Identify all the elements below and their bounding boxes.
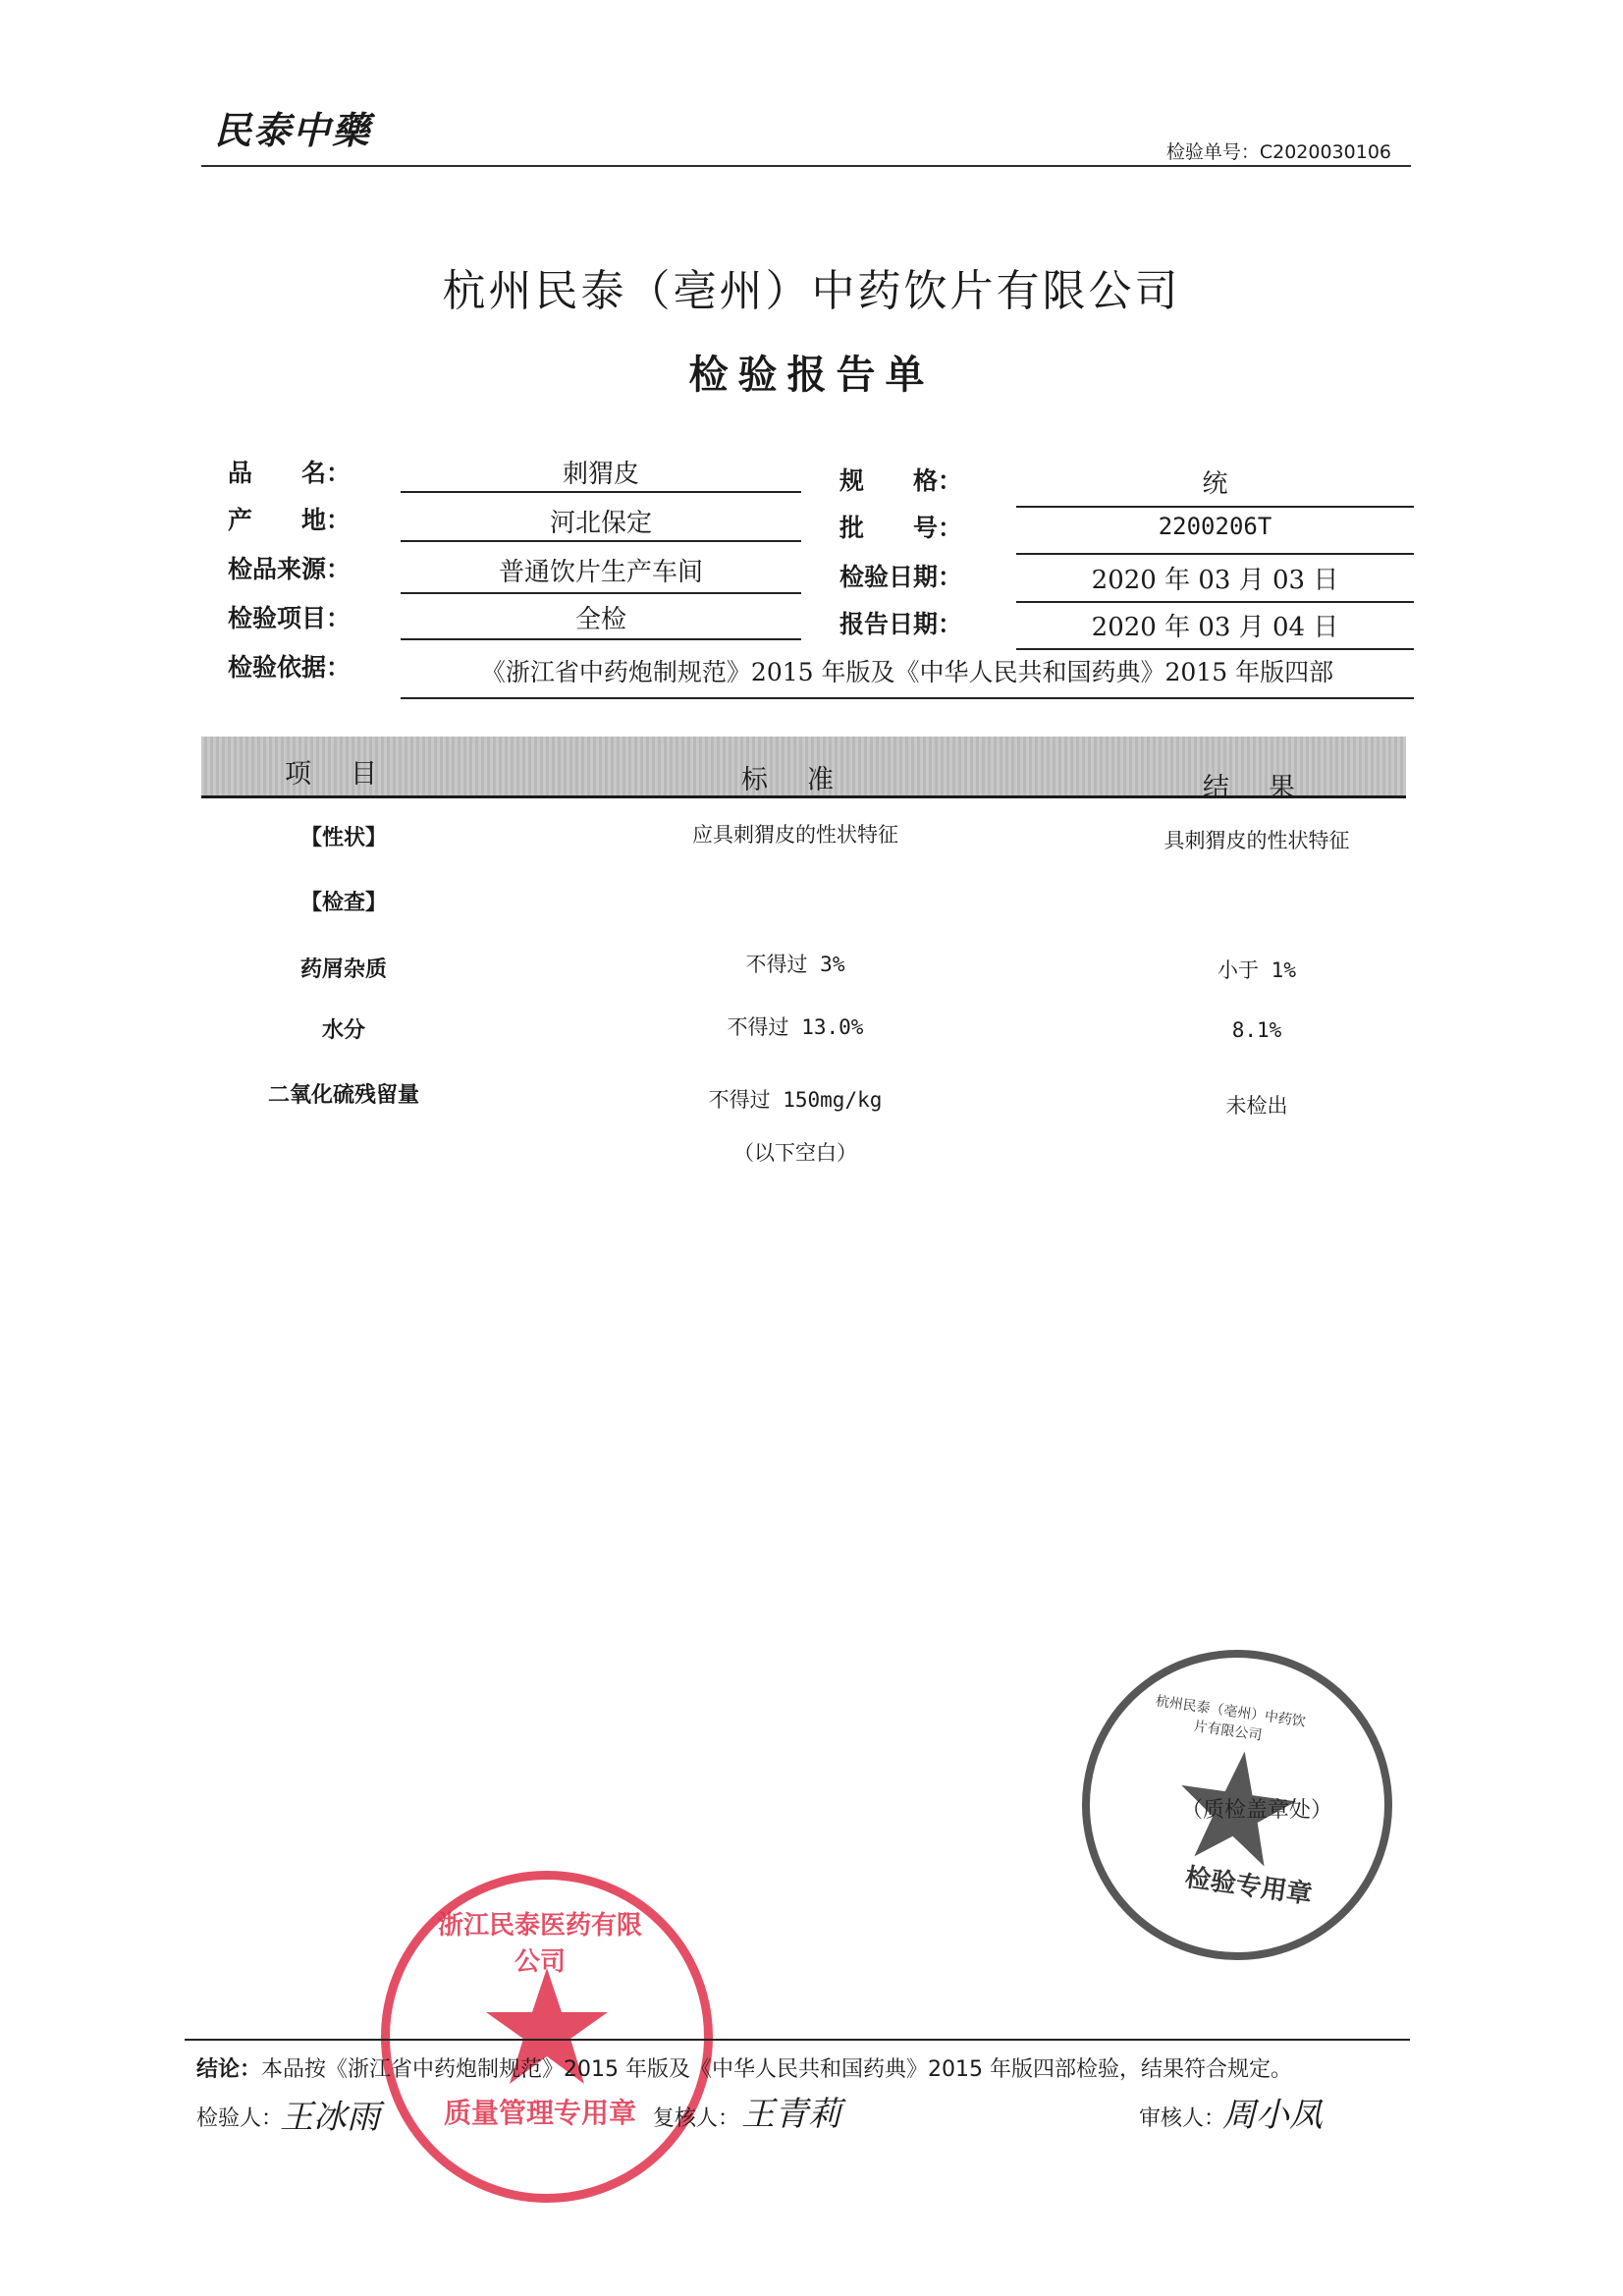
row-item: 水分: [321, 1018, 365, 1043]
row-result: 未检出: [1225, 1094, 1288, 1118]
product-name-value: 刺猬皮: [562, 460, 639, 489]
conclusion-text: 本品按《浙江省中药炮制规范》2015 年版及《中华人民共和国药典》2015 年版四部检验，结果符合规定。: [261, 2057, 1292, 2082]
underline: [1016, 648, 1414, 650]
underline: [401, 540, 801, 542]
row-result: 8.1%: [1231, 1018, 1282, 1042]
underline: [1016, 553, 1414, 555]
column-header-item: 项目: [285, 759, 416, 790]
report-date-value: 2020 年 03 月 04 日: [1091, 613, 1339, 642]
test-date-label: 检验日期：: [839, 563, 963, 591]
row-standard: 不得过 150mg/kg: [708, 1088, 883, 1112]
underline: [401, 638, 801, 640]
underline: [401, 491, 801, 493]
blank-note: （以下空白）: [733, 1141, 857, 1165]
red-seal-text: 浙江民泰医药有限公司: [437, 1911, 642, 1977]
column-header-standard: 标准: [741, 765, 873, 795]
row-standard: 不得过 3%: [745, 953, 845, 976]
test-date-value: 2020 年 03 月 03 日: [1091, 566, 1339, 595]
row-item: 【性状】: [299, 826, 387, 850]
basis-value: 《浙江省中药炮制规范》2015 年版及《中华人民共和国药典》2015 年版四部: [480, 658, 1334, 686]
company-name: 杭州民泰（亳州）中药饮片有限公司: [442, 266, 1181, 316]
report-number: 检验单号：C2020030106: [1165, 141, 1391, 163]
row-item: 二氧化硫残留量: [267, 1083, 419, 1108]
origin-label: 产 地：: [228, 506, 352, 534]
spec-label: 规 格：: [839, 466, 963, 495]
basis-label: 检验依据：: [228, 653, 352, 682]
underline: [1016, 506, 1414, 508]
conclusion-divider: [185, 2039, 1410, 2041]
header-divider: [201, 165, 1411, 167]
approver-signature: 周小凤: [1222, 2096, 1323, 2135]
source-value: 普通饮片生产车间: [498, 558, 703, 587]
row-standard: 不得过 13.0%: [727, 1015, 864, 1039]
underline: [1016, 601, 1414, 603]
report-date-label: 报告日期：: [839, 610, 963, 638]
reviewer-signature: 王青莉: [741, 2095, 841, 2134]
underline: [401, 592, 801, 594]
row-item: 【检查】: [299, 891, 387, 915]
document-title: 检验报告单: [688, 352, 935, 398]
row-item: 药屑杂质: [299, 957, 387, 982]
item-value: 全检: [574, 605, 626, 634]
conclusion-label: 结论：: [196, 2057, 262, 2082]
column-header-result: 结果: [1203, 773, 1334, 803]
product-name-label: 品 名：: [228, 459, 352, 487]
inspector-label: 检验人：: [196, 2106, 284, 2131]
item-label: 检验项目：: [228, 604, 352, 632]
underline: [401, 697, 1414, 699]
inspector-signature: 王冰雨: [280, 2098, 380, 2137]
batch-value: 2200206T: [1158, 513, 1272, 540]
source-label: 检品来源：: [228, 555, 352, 583]
company-logo: 民泰中藥: [214, 108, 372, 152]
conclusion: [196, 2052, 1292, 2083]
row-result: 小于 1%: [1217, 958, 1296, 982]
reviewer-label: 复核人：: [653, 2106, 740, 2131]
qc-seal-sub: 检验专用章: [1183, 1863, 1315, 1910]
row-standard: 应具刺猬皮的性状特征: [692, 823, 898, 847]
qc-seal-text: 杭州民泰（亳州）中药饮片有限公司: [1154, 1693, 1307, 1744]
origin-value: 河北保定: [549, 509, 652, 538]
row-result: 具刺猬皮的性状特征: [1163, 829, 1350, 852]
approver-label: 审核人：: [1139, 2106, 1226, 2131]
batch-label: 批 号：: [839, 514, 963, 542]
red-seal-sub: 质量管理专用章: [443, 2097, 636, 2129]
spec-value: 统: [1202, 469, 1228, 499]
qc-seal-note: （质检盖章处）: [1180, 1798, 1332, 1823]
